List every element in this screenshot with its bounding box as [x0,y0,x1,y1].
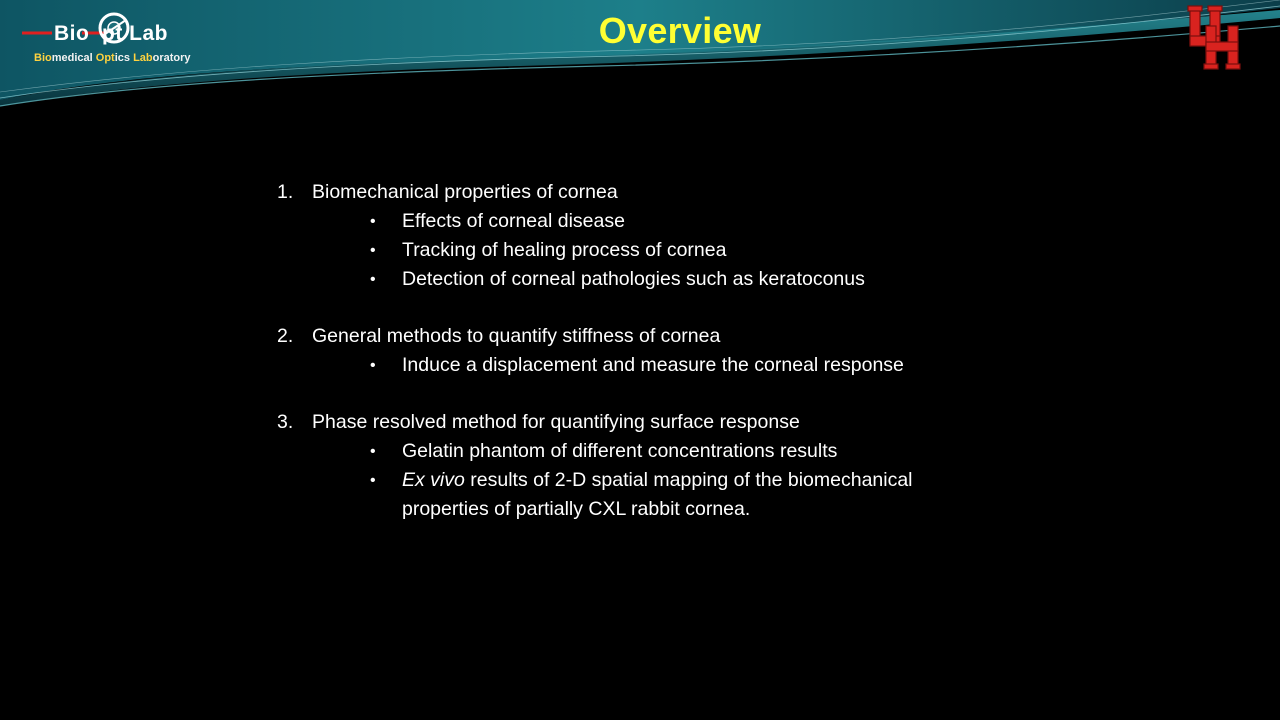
uh-logo-icon [1186,4,1244,72]
bullet-text: Induce a displacement and measure the corneal response [402,354,904,376]
logo-sub-lab: Lab [133,52,153,64]
list-item [277,236,1037,265]
overview-content [277,178,1037,524]
section-heading: Phase resolved method for quantifying surface response [312,411,800,433]
logo-sub-opt: Opt [95,52,115,64]
bullet-icon: • [370,271,376,288]
bullet-icon: • [370,213,376,230]
section-1-heading [277,178,1037,207]
bullet-icon: • [370,242,376,259]
bullet-text: Gelatin phantom of different concentrations results [402,440,838,462]
logo-title: Bio pt Lab [54,22,168,45]
list-item [277,207,1037,236]
bullet-text-italic: Ex vivo [402,469,465,491]
logo-subtitle [34,52,191,64]
section-heading: Biomechanical properties of cornea [312,181,618,203]
bullet-text: Detection of corneal pathologies such as keratoconus [402,268,865,290]
list-item-continuation [277,495,1037,524]
bullet-text: Tracking of healing process of cornea [402,239,727,261]
list-item [277,265,1037,294]
bullet-icon: • [370,357,376,374]
spacer [277,294,1037,322]
bullet-text-rest: results of 2-D spatial mapping of the biomechanical [464,469,913,491]
bullet-text [402,469,913,491]
bullet-text: Effects of corneal disease [402,210,625,232]
list-item [277,351,1037,380]
section-number: 3. [277,411,294,433]
section-number: 1. [277,181,294,203]
list-item [277,437,1037,466]
section-3-heading [277,408,1037,437]
spacer [277,380,1037,408]
logo-sub-bio: Bio [34,52,52,64]
list-item [277,466,1037,495]
logo-sub-ics: ics [114,52,134,64]
logo-sub-oratory: oratory [152,52,191,64]
bullet-text: properties of partially CXL rabbit cornea. [402,498,751,520]
bullet-icon: • [370,472,376,489]
bullet-icon: • [370,443,376,460]
logo-sub-medical: medical [51,52,96,64]
section-heading: General methods to quantify stiffness of cornea [312,325,721,347]
slide-title: Overview [598,10,762,51]
section-number: 2. [277,325,294,347]
section-2-heading [277,322,1037,351]
